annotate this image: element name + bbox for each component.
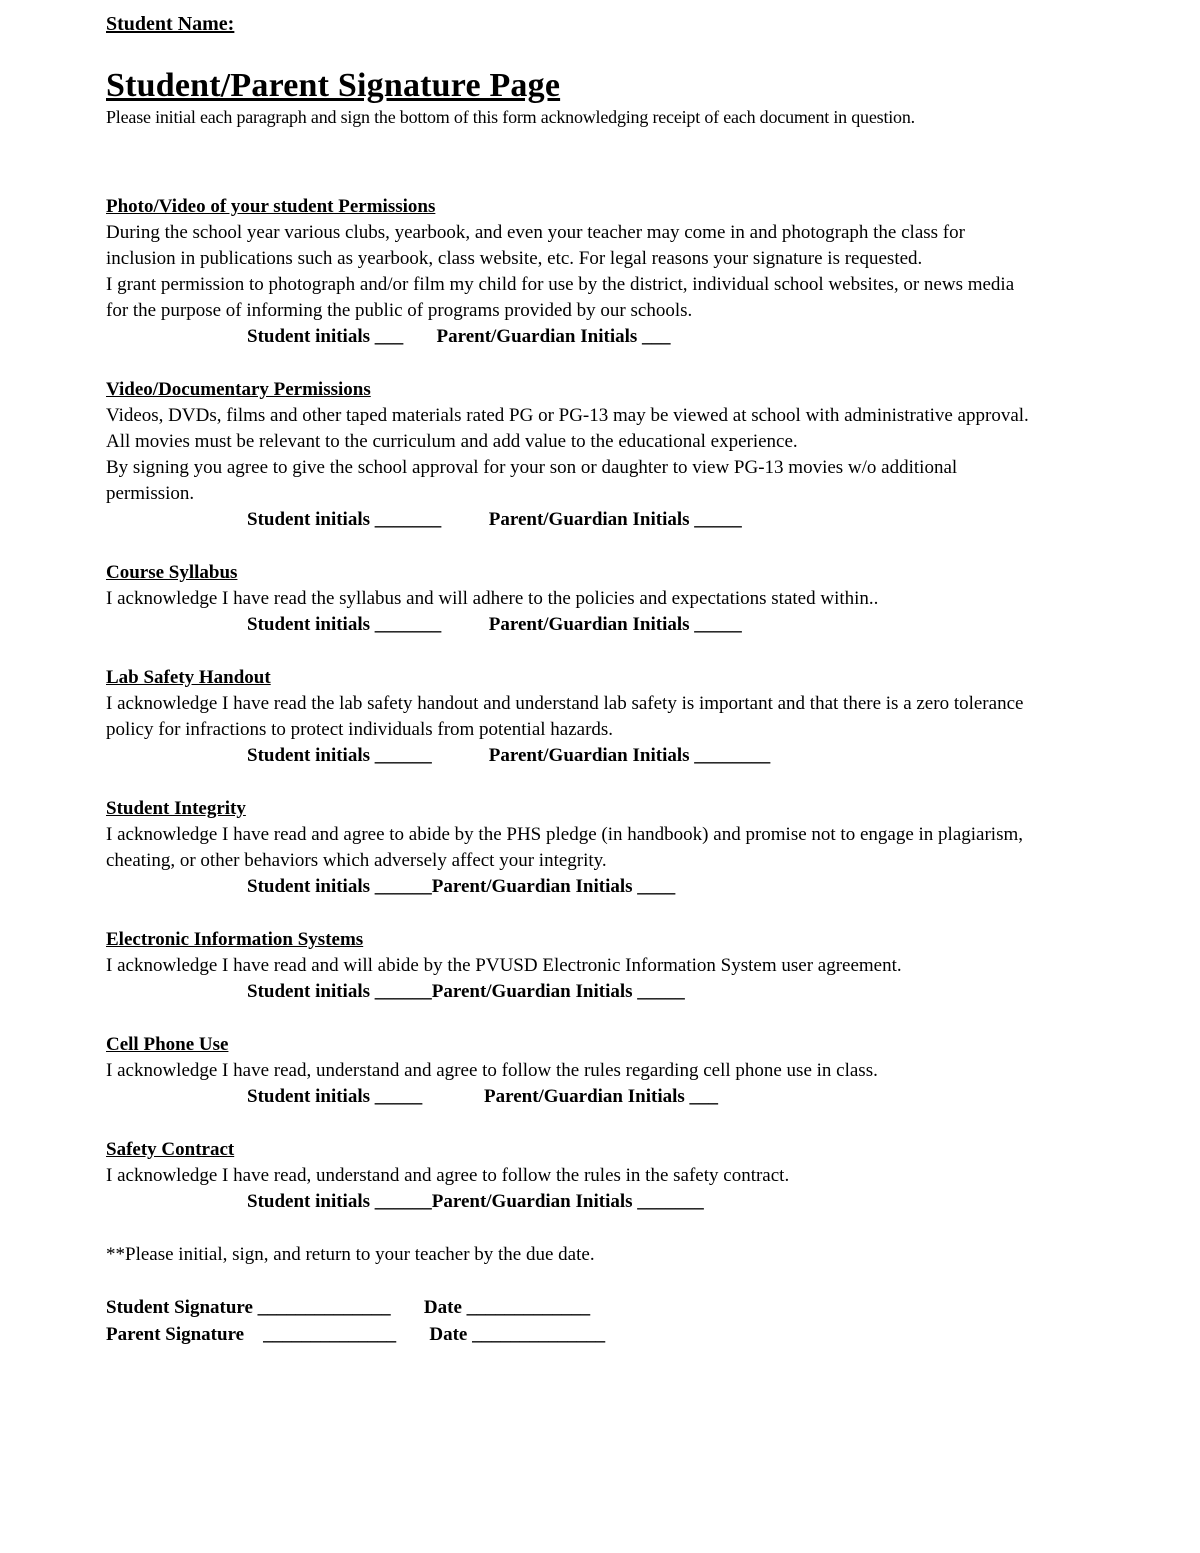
section-heading: Student Integrity — [106, 798, 246, 819]
section-paragraph: I acknowledge I have read the syllabus and will adhere to the policies and expectations stated within.. — [106, 588, 879, 609]
student-signature-line[interactable]: Student Signature ______________ Date _____________ — [106, 1297, 591, 1318]
section-electronic-information — [106, 927, 1036, 1005]
section-heading: Course Syllabus — [106, 562, 238, 583]
section-paragraph: I acknowledge I have read, understand and agree to follow the rules in the safety contract. — [106, 1165, 790, 1186]
section-heading: Safety Contract — [106, 1139, 235, 1160]
section-video-documentary — [106, 377, 1036, 533]
section-paragraph: I acknowledge I have read the lab safety handout and understand lab safety is important and that there is a zero tolerance policy for infractions to protect individuals from potential hazards. — [106, 693, 1024, 740]
initials-line[interactable]: Student initials ___ Parent/Guardian Initials ___ — [247, 326, 671, 347]
initials-line[interactable]: Student initials ______Parent/Guardian Initials _______ — [247, 1191, 704, 1212]
return-note: **Please initial, sign, and return to your teacher by the due date. — [106, 1244, 595, 1265]
section-heading: Electronic Information Systems — [106, 929, 364, 950]
section-student-integrity — [106, 796, 1036, 900]
initials-line[interactable]: Student initials _____ Parent/Guardian Initials ___ — [247, 1086, 719, 1107]
section-lab-safety — [106, 665, 1036, 769]
section-heading: Lab Safety Handout — [106, 667, 271, 688]
page-title: Student/Parent Signature Page — [106, 67, 561, 104]
section-paragraph: By signing you agree to give the school approval for your son or daughter to view PG-13 movies w/o additional permission. — [106, 457, 958, 504]
section-paragraph: I grant permission to photograph and/or film my child for use by the district, individual school websites, or news media for the purpose of informing the public of programs provided by our schools. — [106, 274, 1015, 321]
section-heading: Cell Phone Use — [106, 1034, 229, 1055]
section-paragraph: Videos, DVDs, films and other taped materials rated PG or PG-13 may be viewed at school with administrative approval. All movies must be relevant to the curriculum and add value to the educational experience. — [106, 405, 1029, 452]
initials-line[interactable]: Student initials _______ Parent/Guardian Initials _____ — [247, 509, 742, 530]
section-cell-phone — [106, 1032, 1036, 1110]
section-paragraph: I acknowledge I have read and will abide by the PVUSD Electronic Information System user agreement. — [106, 955, 902, 976]
signature-block — [106, 1294, 1036, 1348]
section-safety-contract — [106, 1137, 1036, 1215]
initials-line[interactable]: Student initials ______Parent/Guardian Initials ____ — [247, 876, 676, 897]
intro-text: Please initial each paragraph and sign the bottom of this form acknowledging receipt of each document in question. — [106, 107, 915, 127]
signature-page — [106, 12, 1036, 1348]
initials-line[interactable]: Student initials ______ Parent/Guardian Initials ________ — [247, 745, 771, 766]
section-photo-video — [106, 194, 1036, 350]
section-paragraph: I acknowledge I have read, understand and agree to follow the rules regarding cell phone use in class. — [106, 1060, 878, 1081]
section-heading: Video/Documentary Permissions — [106, 379, 371, 400]
section-paragraph: During the school year various clubs, yearbook, and even your teacher may come in and photograph the class for inclusion in publications such as yearbook, class website, etc. For legal reasons your signature is requested. — [106, 222, 965, 269]
student-name-label: Student Name: — [106, 13, 235, 35]
initials-line[interactable]: Student initials _______ Parent/Guardian Initials _____ — [247, 614, 742, 635]
initials-line[interactable]: Student initials ______Parent/Guardian Initials _____ — [247, 981, 685, 1002]
section-heading: Photo/Video of your student Permissions — [106, 196, 436, 217]
parent-signature-line[interactable]: Parent Signature ______________ Date ______________ — [106, 1324, 606, 1345]
section-paragraph: I acknowledge I have read and agree to abide by the PHS pledge (in handbook) and promise not to engage in plagiarism, cheating, or other behaviors which adversely affect your integrity. — [106, 824, 1023, 871]
section-course-syllabus — [106, 560, 1036, 638]
